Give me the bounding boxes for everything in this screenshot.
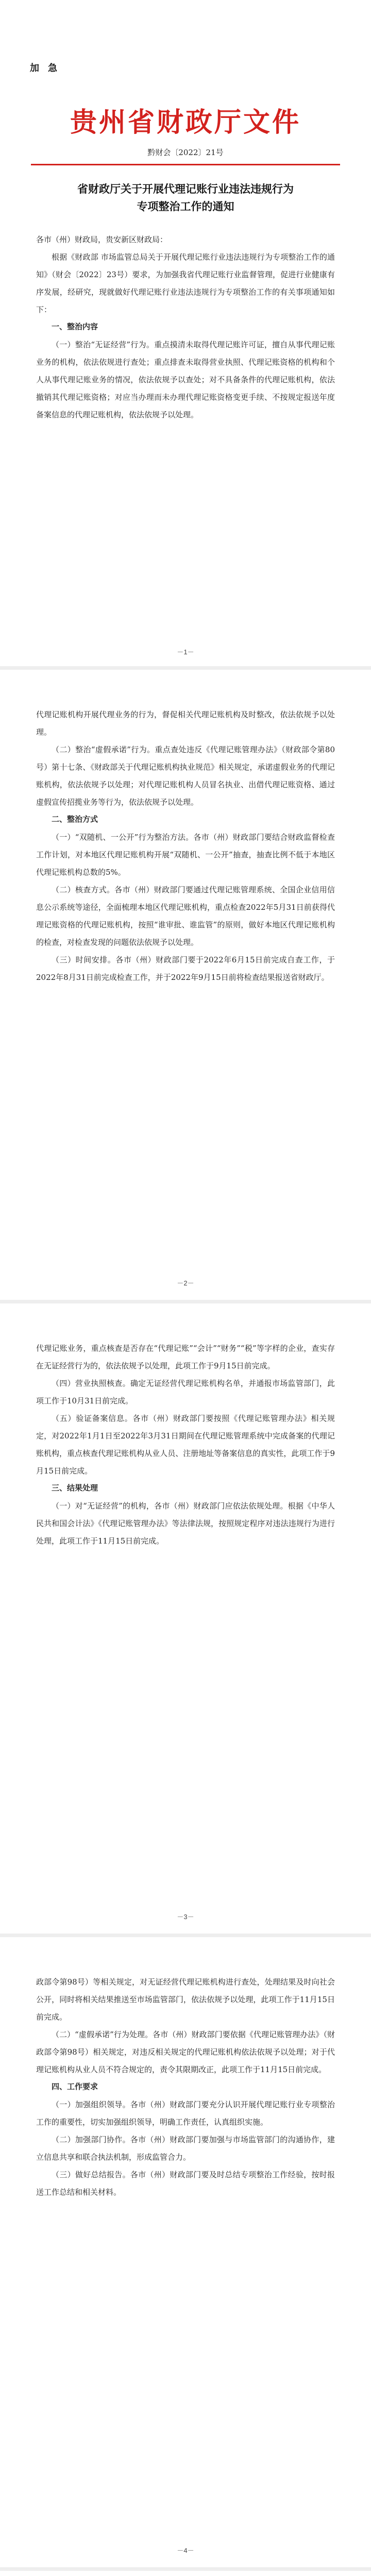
page-number: －1－: [177, 648, 194, 656]
section-3-item-1: （一）对“无证经营”的机构，各市（州）财政部门应依法依规处理。根据《中华人民共和国会计法》《代理记账管理办法》等法律法规，按照规定程序对违法违规行为进行处理，此项工作于11月15日前完成。: [36, 1501, 335, 1546]
page-number: －2－: [177, 1279, 194, 1287]
section-1-item-2: （二）整治“虚假承诺”行为。重点查处违反《代理记账管理办法》（财政部令第80号）第十七条、《财政部关于代理记账机构执业规范》相关规定，承诺虚假业务的代理记账机构，依法依规予以处理；对代理记账机构人员冒名执业、出借代理记账资格、通过虚假宣传招揽业务等行为，依法依规予以处理。: [36, 745, 335, 807]
page-2: [0, 670, 371, 1303]
title-line-1: 省财政厅关于开展代理记账行业违法违规行为: [77, 182, 294, 195]
page-2-body: [36, 706, 335, 986]
page-5: [0, 2571, 371, 2576]
section-4-heading: 四、工作要求: [52, 2082, 98, 2091]
continued-text: 代理记账业务，重点核查是否存在“代理记账”“会计”“财务”“税”等字样的企业，查实存在无证经营行为的，依法依规予以处理，此项工作于9月15日前完成。: [36, 1344, 335, 1370]
section-2-heading: 二、整治方式: [52, 815, 98, 824]
section-1-item-1: （一）整治“无证经营”行为。重点摸清未取得代理记账许可证，擅自从事代理记账业务的机构，依法依规进行查处；重点排查未取得营业执照、代理记账资格的机构和个人从事代理记账业务的情况，依法依规予以查处；对不具备条件的代理记账机构，依法撤销其代理记账资格；对应当办理而未办理代理记账资格变更手续、不按规定报送年度备案信息的代理记账机构，依法依规予以处理。: [36, 340, 335, 419]
page-4: [0, 1937, 371, 2571]
section-2-item-4: （四）营业执照核查。确定无证经营代理记账机构名单，并通报市场监管部门，此项工作于10月31日前完成。: [36, 1379, 335, 1405]
section-4-item-1: （一）加强组织领导。各市（州）财政部门要充分认识开展代理记账行业专项整治工作的重要性，切实加强组织领导，明确工作责任，认真组织实施。: [36, 2100, 335, 2127]
continued-text: 代理记账机构开展代理业务的行为，督促相关代理记账机构及时整改，依法依规予以处理。: [36, 710, 335, 737]
title-line-2: 专项整治工作的通知: [137, 200, 234, 213]
document-masthead: 贵州省财政厅文件: [70, 108, 301, 138]
recipients: 各市（州）财政局，贵安新区财政局：: [36, 235, 168, 244]
section-2-item-2: （二）核查方式。各市（州）财政部门要通过代理记账管理系统、全国企业信用信息公示系统等途径，全面梳理本地区代理记账机构，重点检查2022年5月31日前获得代理记账资格的代理记账机构，按照“谁审批、谁监管”的原则，做好本地区代理记账机构的检查，对检查发现的问题依法依规予以处理。: [36, 885, 335, 947]
urgency-mark: 加 急: [30, 63, 61, 73]
page-4-body: [36, 1973, 335, 2201]
page-1-body: [36, 231, 335, 423]
document-number: 黔财会〔2022〕21号: [147, 148, 224, 157]
document-title: [31, 180, 340, 215]
section-4-item-3: （三）做好总结报告。各市（州）财政部门要及时总结专项整治工作经验，按时报送工作总结和相关材料。: [36, 2170, 335, 2197]
page-3-body: [36, 1340, 335, 1550]
continued-text: 政部令第98号）等相关规定，对无证经营代理记账机构进行查处，处理结果及时向社会公开，同时将相关结果推送至市场监管部门，依法依规予以处理，此项工作于11月15日前完成。: [36, 1977, 335, 2022]
section-3-item-2: （二）“虚假承诺”行为处理。各市（州）财政部门要依据《代理记账管理办法》（财政部令第98号）相关规定，对违反相关规定的代理记账机构依法依规予以处理；对于代理记账机构从业人员不符合规定的，责令其限期改正，此项工作于11月15日前完成。: [36, 2030, 335, 2074]
section-4-item-2: （二）加强部门协作。各市（州）财政部门要加强与市场监管部门的沟通协作，建立信息共享和联合执法机制，形成监管合力。: [36, 2135, 335, 2162]
page-number: －3－: [177, 1913, 194, 1921]
red-divider: [31, 164, 340, 165]
section-1-heading: 一、整治内容: [52, 323, 98, 331]
intro-paragraph: 根据《财政部 市场监管总局关于开展代理记账行业违法违规行为专项整治工作的通知》（财会〔2022〕23号）要求，为加强我省代理记账行业监督管理，促进行业健康有序发展，经研究，现就做好代理记账行业违法违规行为专项整治工作的有关事项通知如下：: [36, 252, 335, 314]
section-2-item-3: （三）时间安排。各市（州）财政部门要于2022年6月15日前完成自查工作，于2022年8月31日前完成检查工作，并于2022年9月15日前将检查结果报送省财政厅。: [36, 955, 335, 982]
section-2-item-5: （五）验证备案信息。各市（州）财政部门要按照《代理记账管理办法》相关规定，对2022年1月1日至2022年3月31日期间在代理记账管理系统中完成备案的代理记账机构，重点核查代理记账机构从业人员、注册地址等备案信息的真实性，此项工作于9月15日前完成。: [36, 1414, 335, 1476]
page-3: [0, 1303, 371, 1937]
section-3-heading: 三、结果处理: [52, 1484, 98, 1493]
page-1: [0, 0, 371, 670]
page-number: －4－: [177, 2547, 194, 2554]
section-2-item-1: （一）“双随机、一公开”行为整治方法。各市（州）财政部门要结合财政监督检查工作计划，对本地区代理记账机构开展“双随机、一公开”抽查，抽查比例不低于本地区代理记账机构总数的5%。: [36, 833, 335, 877]
